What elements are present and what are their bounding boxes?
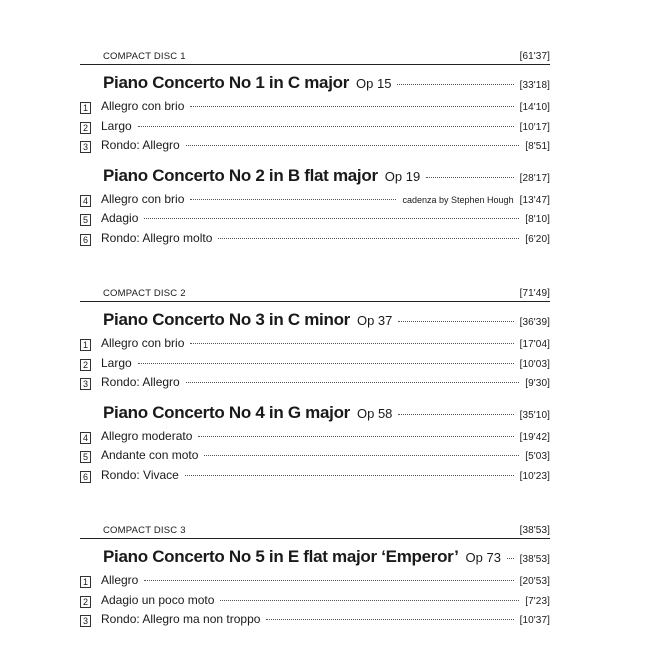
track-row: [80, 119, 550, 139]
work-opus: Op 15: [356, 76, 392, 91]
track-time: [9'30]: [525, 378, 550, 389]
disc-total-time: [61'37]: [519, 51, 550, 62]
track-number-box: 2: [80, 359, 91, 371]
track-time: [14'10]: [519, 102, 550, 113]
dotted-leader: [138, 363, 514, 364]
work-duration: [35'10]: [519, 409, 550, 421]
track-title: Adagio un poco moto: [101, 592, 215, 607]
track-title: Allegro con brio: [101, 336, 185, 350]
track-title: Andante con moto: [101, 448, 199, 462]
work-opus: Op 19: [384, 168, 421, 184]
dotted-leader: [190, 199, 396, 200]
dotted-leader: [185, 475, 514, 476]
work-title: Piano Concerto No 2 in B flat major: [103, 165, 378, 185]
track-row: [80, 192, 550, 212]
disc-header: [80, 51, 550, 65]
track-title: Rondo: Vivace: [101, 467, 179, 482]
dotted-leader: [190, 343, 513, 344]
tracklist: [80, 51, 550, 670]
work-block: [80, 310, 550, 395]
disc-label: COMPACT DISC 2: [103, 288, 186, 299]
track-number-box: 4: [80, 195, 91, 207]
disc-total-time: [38'53]: [519, 525, 550, 536]
track-number-box: 4: [80, 432, 91, 444]
track-row: [80, 231, 550, 251]
track-time: [5'03]: [525, 451, 550, 462]
track-time: [7'23]: [525, 595, 550, 607]
track-number-box: 3: [80, 615, 91, 627]
track-row: [80, 573, 550, 593]
dotted-leader: [507, 558, 514, 559]
track-number-box: 6: [80, 234, 91, 246]
track-time: [19'42]: [519, 431, 550, 443]
track-row: [80, 356, 550, 376]
disc-section: [80, 288, 550, 487]
track-row: [80, 99, 550, 119]
track-row: [80, 448, 550, 468]
track-row: [80, 593, 550, 613]
work-duration: [38'53]: [519, 554, 550, 565]
work-duration: [36'39]: [519, 317, 550, 328]
track-number-box: 3: [80, 378, 91, 390]
track-time: [10'37]: [519, 615, 550, 626]
track-title: Rondo: Allegro ma non troppo: [101, 612, 261, 626]
track-time: [10'17]: [519, 121, 550, 133]
work-opus: Op 58: [356, 405, 393, 421]
work-title: Piano Concerto No 1 in C major: [103, 73, 350, 92]
track-number-box: 1: [80, 339, 91, 351]
track-title: Allegro con brio: [101, 191, 185, 206]
track-title: Rondo: Allegro molto: [101, 230, 213, 245]
dotted-leader: [144, 580, 513, 581]
track-time: [10'03]: [519, 358, 550, 370]
dotted-leader: [144, 218, 519, 219]
track-time: [8'10]: [525, 214, 550, 225]
track-number-box: 1: [80, 102, 91, 114]
track-row: [80, 375, 550, 395]
dotted-leader: [218, 238, 519, 239]
work-duration: [28'17]: [519, 172, 550, 184]
track-number-box: 5: [80, 451, 91, 463]
work-title: Piano Concerto No 4 in G major: [103, 402, 350, 422]
dotted-leader: [426, 177, 513, 178]
work-block: [80, 403, 550, 488]
track-title: Adagio: [101, 211, 139, 225]
track-title: Allegro: [101, 573, 139, 587]
disc-total-time: [71'49]: [519, 288, 550, 299]
dotted-leader: [398, 414, 513, 415]
work-opus: Op 37: [356, 313, 393, 328]
work-title: Piano Concerto No 3 in C minor: [103, 310, 350, 329]
dotted-leader: [266, 619, 513, 620]
work-duration: [33'18]: [519, 80, 550, 91]
track-title: Allegro con brio: [101, 99, 185, 113]
dotted-leader: [220, 600, 519, 601]
track-row: [80, 336, 550, 356]
track-number-box: 2: [80, 122, 91, 134]
work-block: [80, 73, 550, 158]
dotted-leader: [138, 126, 514, 127]
track-row: [80, 429, 550, 449]
track-time: [20'53]: [519, 576, 550, 587]
track-number-box: 5: [80, 214, 91, 226]
dotted-leader: [398, 321, 513, 322]
disc-header: [80, 525, 550, 539]
dotted-leader: [198, 436, 513, 437]
dotted-leader: [397, 84, 513, 85]
dotted-leader: [204, 455, 519, 456]
work-heading: [80, 73, 550, 99]
disc-label: COMPACT DISC 1: [103, 51, 186, 62]
dotted-leader: [186, 382, 520, 383]
dotted-leader: [186, 145, 520, 146]
track-number-box: 6: [80, 471, 91, 483]
track-title: Largo: [101, 355, 132, 370]
work-opus: Op 73: [465, 550, 501, 565]
track-time: [6'20]: [525, 233, 550, 245]
work-heading: [80, 403, 550, 429]
track-number-box: 2: [80, 596, 91, 608]
track-row: [80, 138, 550, 158]
dotted-leader: [190, 106, 513, 107]
track-title: Rondo: Allegro: [101, 138, 180, 152]
track-time: [17'04]: [519, 339, 550, 350]
track-time: [10'23]: [519, 470, 550, 482]
work-heading: [80, 547, 550, 573]
track-number-box: 3: [80, 141, 91, 153]
track-number-box: 1: [80, 576, 91, 588]
work-block: [80, 166, 550, 251]
track-title: Rondo: Allegro: [101, 375, 180, 389]
track-time: [8'51]: [525, 141, 550, 152]
track-row: [80, 612, 550, 632]
track-title: Allegro moderato: [101, 428, 193, 443]
track-time: [13'47]: [519, 194, 550, 206]
disc-label: COMPACT DISC 3: [103, 525, 186, 536]
track-row: [80, 468, 550, 488]
disc-section: [80, 51, 550, 250]
work-block: [80, 547, 550, 632]
work-heading: [80, 310, 550, 336]
disc-section: [80, 525, 550, 632]
track-note: cadenza by Stephen Hough: [402, 194, 514, 205]
work-heading: [80, 166, 550, 192]
track-row: [80, 211, 550, 231]
disc-header: [80, 288, 550, 302]
track-title: Largo: [101, 118, 132, 133]
work-title: Piano Concerto No 5 in E flat major ‘Emperor’: [103, 547, 459, 566]
